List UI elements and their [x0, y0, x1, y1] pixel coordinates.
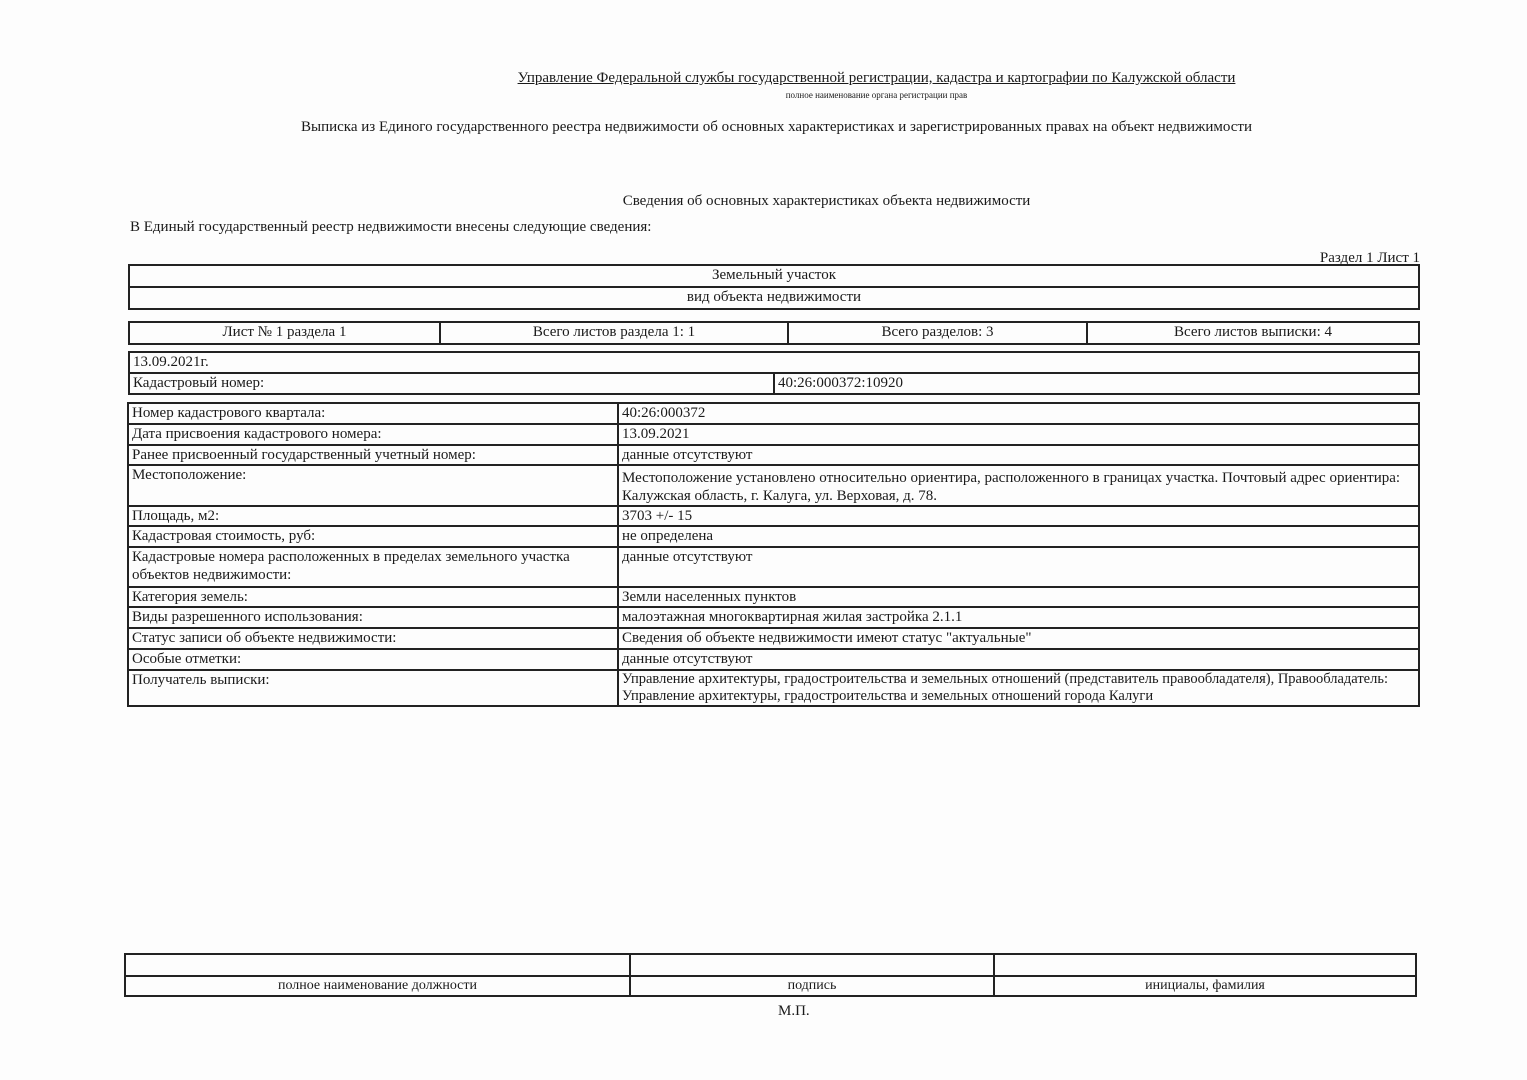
section-sheet: Раздел 1 Лист 1 — [1319, 250, 1420, 266]
row-label: Статус записи об объекте недвижимости: — [128, 628, 618, 649]
table-row — [128, 628, 1419, 649]
row-value: данные отсутствуют — [618, 547, 1419, 587]
table-row — [128, 526, 1419, 547]
name-cell — [994, 954, 1416, 976]
row-label: Категория земель: — [128, 587, 618, 607]
table-row — [128, 547, 1419, 587]
table-row — [128, 506, 1419, 526]
table-row — [128, 649, 1419, 670]
section-title: Сведения об основных характеристиках объекта недвижимости — [622, 193, 1031, 209]
row-value: Местоположение установлено относительно ориентира, расположенного в границах участка. Почтовый адрес ориентира: Калужская область, г. Калуга, ул. Верховая, д. 78. — [618, 465, 1419, 506]
sheet-info-table — [128, 321, 1420, 345]
row-label: Получатель выписки: — [128, 670, 618, 706]
signature-table — [124, 953, 1417, 997]
row-label: Дата присвоения кадастрового номера: — [128, 424, 618, 445]
row-label: Номер кадастрового квартала: — [128, 403, 618, 424]
characteristics-table — [127, 402, 1420, 707]
row-label: Местоположение: — [128, 465, 618, 506]
object-type-table — [128, 264, 1420, 310]
cadastral-value: 40:26:000372:10920 — [774, 373, 1419, 394]
row-value: Сведения об объекте недвижимости имеют статус "актуальные" — [618, 628, 1419, 649]
row-label: Ранее присвоенный государственный учетный номер: — [128, 445, 618, 465]
row-label: Кадастровая стоимость, руб: — [128, 526, 618, 547]
table-row — [128, 424, 1419, 445]
row-value: Земли населенных пунктов — [618, 587, 1419, 607]
table-row — [128, 465, 1419, 506]
cadastral-label: Кадастровый номер: — [129, 373, 774, 394]
row-value: не определена — [618, 526, 1419, 547]
row-value: 3703 +/- 15 — [618, 506, 1419, 526]
authority-caption: полное наименование органа регистрации прав — [785, 90, 968, 100]
row-label: Особые отметки: — [128, 649, 618, 670]
extract-date: 13.09.2021г. — [129, 352, 1419, 373]
stamp-place: М.П. — [778, 1003, 810, 1019]
authority-name: Управление Федеральной службы государственной регистрации, кадастра и картографии по Калужской области — [517, 70, 1236, 86]
row-value: Управление архитектуры, градостроительства и земельных отношений (представитель правообладателя), Правообладатель: Управление архитектуры, градостроительства и земельных отношений города Калуги — [618, 670, 1419, 706]
table-row — [128, 607, 1419, 628]
document-title: Выписка из Единого государственного реестра недвижимости об основных характеристиках и зарегистрированных правах на объект недвижимости — [300, 119, 1252, 135]
name-caption: инициалы, фамилия — [994, 976, 1416, 996]
row-value: 40:26:000372 — [618, 403, 1419, 424]
object-type-caption: вид объекта недвижимости — [129, 287, 1419, 309]
table-row — [128, 670, 1419, 706]
intro-text: В Единый государственный реестр недвижимости внесены следующие сведения: — [130, 219, 652, 235]
row-label: Кадастровые номера расположенных в пределах земельного участка объектов недвижимости: — [128, 547, 618, 587]
position-caption: полное наименование должности — [125, 976, 630, 996]
table-row — [128, 403, 1419, 424]
table-row — [128, 445, 1419, 465]
row-value: 13.09.2021 — [618, 424, 1419, 445]
signature-cell — [630, 954, 994, 976]
row-value: малоэтажная многоквартирная жилая застройка 2.1.1 — [618, 607, 1419, 628]
row-label: Площадь, м2: — [128, 506, 618, 526]
position-cell — [125, 954, 630, 976]
row-value: данные отсутствуют — [618, 445, 1419, 465]
section-sheets-total: Всего листов раздела 1: 1 — [440, 322, 788, 344]
sections-total: Всего разделов: 3 — [788, 322, 1087, 344]
extract-sheets-total: Всего листов выписки: 4 — [1087, 322, 1419, 344]
object-type: Земельный участок — [129, 265, 1419, 287]
signature-caption: подпись — [630, 976, 994, 996]
row-label: Виды разрешенного использования: — [128, 607, 618, 628]
sheet-number: Лист № 1 раздела 1 — [129, 322, 440, 344]
table-row — [128, 587, 1419, 607]
date-table — [128, 351, 1420, 395]
row-value: данные отсутствуют — [618, 649, 1419, 670]
